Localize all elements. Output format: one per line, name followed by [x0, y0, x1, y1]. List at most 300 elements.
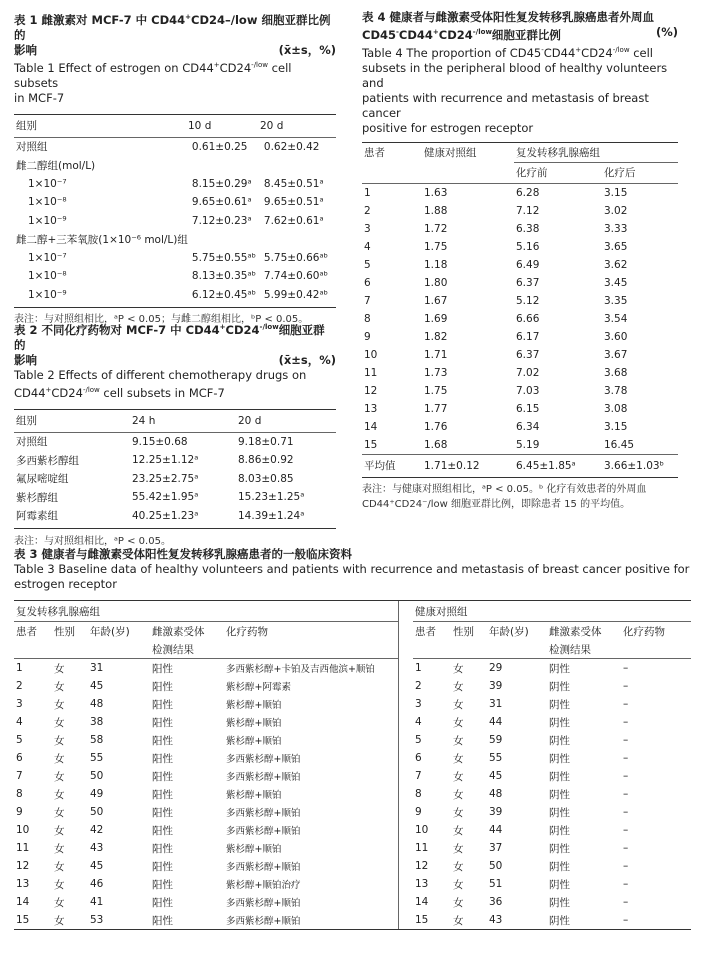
table-cell: 50 — [90, 806, 104, 818]
table-cell: 女 — [54, 806, 65, 819]
table-cell: 女 — [453, 806, 464, 819]
table-cell: 31 — [90, 662, 104, 674]
table-cell: 阳性 — [152, 842, 173, 855]
table-cell: 7 — [364, 294, 371, 307]
table-cell: 55 — [90, 752, 104, 764]
table-cell: 紫杉醇组 — [16, 491, 58, 504]
table-cell: 8.13±0.35ᵃᵇ — [191, 270, 257, 283]
table-cell: 14 — [364, 420, 378, 433]
table-cell: 1.67 — [424, 294, 448, 307]
table-cell: 女 — [453, 860, 464, 873]
table2-title-en: Table 2 Effects of different chemotherapy drugs on — [14, 367, 307, 382]
table-cell: 阴性 — [549, 662, 570, 675]
table2-header: 20 d — [238, 414, 262, 427]
table-row — [413, 875, 691, 893]
table-cell: 6.49 — [516, 258, 540, 271]
table-cell: 1.80 — [424, 276, 448, 289]
table-cell: 女 — [54, 752, 65, 765]
table-row — [413, 713, 691, 731]
table-row — [362, 436, 678, 454]
table-cell: 阴性 — [549, 752, 570, 765]
table-cell: 1.69 — [424, 312, 448, 325]
table-cell: 12 — [364, 384, 378, 397]
table-cell: 16.45 — [604, 438, 635, 451]
table-cell: 阴性 — [549, 842, 570, 855]
table-cell: 女 — [54, 662, 65, 675]
table4-title-en-5: positive for estrogen receptor — [362, 120, 534, 135]
table-cell: 多西紫杉醇组 — [16, 454, 79, 467]
table3-right-colheads — [413, 622, 691, 658]
table-cell: 女 — [453, 770, 464, 783]
table-cell: 阴性 — [549, 824, 570, 837]
table-cell: – — [623, 806, 629, 818]
table4-mean-label: 平均值 — [364, 460, 396, 473]
table3-h-patient: 患者 — [16, 625, 37, 638]
table-cell: 1×10⁻⁹ — [28, 214, 67, 227]
table-cell: 女 — [54, 842, 65, 855]
table-cell: 1.82 — [424, 330, 448, 343]
table-row — [413, 749, 691, 767]
table-cell: 15 — [364, 438, 378, 451]
table-cell: 1.68 — [424, 438, 448, 451]
table-row — [14, 677, 398, 695]
table-cell: 5.75±0.55ᵃᵇ — [191, 251, 257, 264]
table-cell: 7.74±0.60ᵃᵇ — [263, 270, 329, 283]
table-cell: 1.73 — [424, 366, 448, 379]
table-cell: 1×10⁻⁷ — [28, 251, 67, 264]
table-cell: 55.42±1.95ᵃ — [132, 491, 199, 504]
table3-left-colheads — [14, 622, 398, 658]
table-cell: 5.16 — [516, 240, 540, 253]
table-cell: 40.25±1.23ᵃ — [132, 509, 199, 522]
table-cell: 6 — [16, 752, 23, 764]
table-row — [413, 731, 691, 749]
table-cell: 3.65 — [604, 240, 628, 253]
table-cell: 阴性 — [549, 896, 570, 909]
table-cell: 6.66 — [516, 312, 540, 325]
table2-note: 表注：与对照组相比，ᵃP < 0.05。 — [14, 536, 171, 548]
table-row — [14, 488, 336, 507]
table-cell: 8 — [415, 788, 422, 800]
table4-header — [362, 143, 678, 183]
table-row — [14, 695, 398, 713]
table-row — [362, 328, 678, 346]
table-cell: 4 — [415, 716, 422, 728]
table-cell: 3.68 — [604, 366, 628, 379]
table-cell: 5.99±0.42ᵃᵇ — [263, 288, 329, 301]
table-cell: – — [623, 788, 629, 800]
table-cell: 阳性 — [152, 860, 173, 873]
table-row — [14, 507, 336, 526]
table-row — [14, 911, 398, 929]
table-cell: 23.25±2.75ᵃ — [132, 472, 199, 485]
table-cell: 14 — [16, 896, 30, 908]
table-cell: 29 — [489, 662, 503, 674]
table-cell: 9 — [16, 806, 23, 818]
table2-header: 组别 — [16, 415, 37, 428]
table-row — [413, 695, 691, 713]
table-cell: 3 — [415, 698, 422, 710]
table1-title-cn-2: 影响 (x̄±s，%) — [14, 42, 336, 57]
table-cell: 11 — [364, 366, 378, 379]
table-cell: – — [623, 770, 629, 782]
table-cell: 2 — [16, 680, 23, 692]
table-cell: 1.76 — [424, 420, 448, 433]
table-row — [14, 212, 336, 231]
table4-body — [362, 184, 678, 454]
table-cell: 4 — [364, 240, 371, 253]
table-row — [362, 346, 678, 364]
table-cell: 43 — [489, 914, 503, 926]
table-row — [14, 286, 336, 305]
table-cell: 8 — [16, 788, 23, 800]
table-cell: 14 — [415, 896, 429, 908]
table1-header: 20 d — [260, 119, 284, 132]
table3-h-sex: 性别 — [453, 625, 474, 638]
table-cell: 阳性 — [152, 878, 173, 891]
table-cell: 女 — [453, 878, 464, 891]
table2-header: 24 h — [132, 414, 156, 427]
table-cell: 1×10⁻⁸ — [28, 270, 67, 283]
table-row — [14, 193, 336, 212]
table-row — [413, 893, 691, 911]
table-cell: – — [623, 860, 629, 872]
table-cell: 0.62±0.42 — [263, 140, 320, 153]
table-cell: 9.18±0.71 — [238, 435, 294, 448]
table-row — [362, 400, 678, 418]
table-cell: 女 — [453, 716, 464, 729]
table4-mean-healthy: 1.71±0.12 — [424, 459, 480, 472]
table-cell: 55 — [489, 752, 503, 764]
table-cell: 阴性 — [549, 698, 570, 711]
table-cell: 1.88 — [424, 204, 448, 217]
table-row — [362, 418, 678, 436]
table-cell: 44 — [489, 824, 503, 836]
table-row — [14, 659, 398, 677]
table-cell: 7.02 — [516, 366, 540, 379]
table-row — [14, 857, 398, 875]
table-cell: 8.03±0.85 — [238, 472, 294, 485]
table3-left-body — [14, 659, 398, 929]
table-cell: 12 — [16, 860, 30, 872]
table-cell: 多西紫杉醇+顺铂 — [226, 808, 301, 819]
table-cell: 11 — [16, 842, 30, 854]
table-cell: 紫杉醇+顺铂 — [226, 844, 282, 855]
table-cell: 6.17 — [516, 330, 540, 343]
table-cell: 15 — [415, 914, 429, 926]
table-cell: 女 — [54, 680, 65, 693]
table-cell — [190, 156, 262, 175]
table-cell: 女 — [453, 662, 464, 675]
table-cell: 阳性 — [152, 680, 173, 693]
table1-note: 表注：与对照组相比，ᵃP < 0.05；与雌二醇组相比，ᵇP < 0.05。 — [14, 314, 309, 326]
table-cell: – — [623, 824, 629, 836]
table-row — [14, 839, 398, 857]
table-cell: 50 — [489, 860, 503, 872]
table-cell: 阳性 — [152, 788, 173, 801]
table-cell: 7.12±0.23ᵃ — [191, 214, 252, 227]
table-cell: 女 — [54, 734, 65, 747]
table-cell: 阳性 — [152, 734, 173, 747]
table-cell: – — [623, 896, 629, 908]
table3-h-receptor: 雌激素受体 — [152, 625, 205, 638]
table-cell: 阴性 — [549, 716, 570, 729]
table-cell: – — [623, 680, 629, 692]
table4-note: 表注：与健康对照组相比，ᵃP < 0.05。ᵇ 化疗有效患者的外周血 — [362, 483, 647, 495]
table-cell: 1×10⁻⁹ — [28, 288, 67, 301]
table1-grid — [14, 115, 336, 137]
table-row — [362, 202, 678, 220]
table-cell: 39 — [489, 680, 503, 692]
table3-group-left: 复发转移乳腺癌组 — [16, 605, 100, 618]
table3-right-body — [413, 659, 691, 929]
table-row — [362, 310, 678, 328]
table-cell: 5 — [16, 734, 23, 746]
table-cell: 37 — [489, 842, 503, 854]
table-cell: 1 — [364, 186, 371, 199]
table-row — [413, 677, 691, 695]
table-cell: 7.12 — [516, 204, 540, 217]
table-cell: 51 — [489, 878, 503, 890]
table-cell: 13 — [415, 878, 429, 890]
table-cell: 9.15±0.68 — [132, 435, 188, 448]
table-cell: 4 — [16, 716, 23, 728]
table3-h-drug: 化疗药物 — [623, 625, 665, 638]
table-cell: 3.54 — [604, 312, 628, 325]
table2-title-en-2: $CD44^+CD24^{-/low}$ cell subsets in MCF-7 — [14, 385, 225, 400]
table-row — [413, 911, 691, 929]
table-row — [413, 857, 691, 875]
table-cell: 阳性 — [152, 716, 173, 729]
table4-title-en-4: patients with recurrence and metastasis of breast cancer — [362, 90, 649, 120]
table-cell: 阴性 — [549, 860, 570, 873]
table-cell: 46 — [90, 878, 104, 890]
table4-title-cn-2: $CD45^-CD44^+CD24^{-/low}$细胞亚群比例 (%) — [362, 25, 678, 42]
table-cell: 1×10⁻⁷ — [28, 177, 67, 190]
table-cell: 3.67 — [604, 348, 628, 361]
table-cell: 阳性 — [152, 896, 173, 909]
table3-h-drug: 化疗药物 — [226, 625, 268, 638]
table-cell: 女 — [54, 788, 65, 801]
table-cell: 女 — [453, 698, 464, 711]
table-cell: 9.65±0.51ᵃ — [263, 196, 324, 209]
table-cell: 多西紫杉醇+顺铂 — [226, 898, 301, 909]
table-cell: – — [623, 842, 629, 854]
table-cell: 女 — [54, 716, 65, 729]
table-cell: 女 — [453, 896, 464, 909]
table-row — [362, 184, 678, 202]
table-cell: 5.75±0.66ᵃᵇ — [263, 251, 329, 264]
table-cell: 雌二醇+三苯氧胺(1×10⁻⁶ mol/L)组 — [16, 233, 188, 246]
table-row — [14, 230, 336, 249]
table-cell: – — [623, 716, 629, 728]
table-cell: 10 — [415, 824, 429, 836]
table-cell: 45 — [90, 680, 104, 692]
table-cell: 阴性 — [549, 788, 570, 801]
table-cell: – — [623, 752, 629, 764]
table-row — [14, 175, 336, 194]
table1-title-en-2: in MCF-7 — [14, 90, 65, 105]
table-cell: 59 — [489, 734, 503, 746]
table4-subheader-after: 化疗后 — [602, 163, 678, 183]
table-cell: 36 — [489, 896, 503, 908]
table-cell: 女 — [453, 788, 464, 801]
table-cell: 8.45±0.51ᵃ — [263, 177, 324, 190]
table2-title-cn: 表 2 不同化疗药物对 MCF-7 中 $CD44^+CD24^{-/low}$细胞亚群的 — [14, 322, 325, 352]
table-row — [14, 267, 336, 286]
table-row — [14, 821, 398, 839]
table-cell: 女 — [54, 698, 65, 711]
table-cell: 8.86±0.92 — [238, 454, 294, 467]
table-cell: 6.37 — [516, 276, 540, 289]
table-cell — [262, 230, 336, 249]
table-cell: 53 — [90, 914, 104, 926]
table-cell: 1×10⁻⁸ — [28, 196, 67, 209]
table-cell: 多西紫杉醇+顺铂 — [226, 862, 301, 873]
table-cell: 阿霉素组 — [16, 510, 58, 523]
table-cell: – — [623, 662, 629, 674]
table-cell: 女 — [54, 824, 65, 837]
table-row — [362, 256, 678, 274]
table3-left-head — [14, 601, 398, 621]
table-cell: 6 — [364, 276, 371, 289]
table-cell: 38 — [90, 716, 104, 728]
table-cell: – — [623, 698, 629, 710]
table-row — [413, 803, 691, 821]
table-cell: 12 — [415, 860, 429, 872]
table-cell: 1.77 — [424, 402, 448, 415]
table4-mean — [362, 455, 678, 477]
table4-header-patient: 患者 — [364, 147, 385, 160]
table2-unit: (x̄±s，%) — [278, 352, 336, 367]
table-cell: 12.25±1.12ᵃ — [132, 454, 199, 467]
table-cell: 50 — [90, 770, 104, 782]
table2 — [14, 320, 336, 549]
table-cell: – — [623, 878, 629, 890]
table-row — [14, 433, 336, 452]
table-row — [362, 292, 678, 310]
table-cell: 阴性 — [549, 878, 570, 891]
table2-grid — [14, 410, 336, 432]
table4-mean-before: 6.45±1.85ᵃ — [516, 459, 576, 472]
table-cell — [190, 230, 262, 249]
table-cell: 7 — [16, 770, 23, 782]
table-cell: 0.61±0.25 — [191, 140, 248, 153]
table-cell: 1 — [16, 662, 23, 674]
table-cell: 紫杉醇+顺铂 — [226, 736, 282, 747]
table-cell: 49 — [90, 788, 104, 800]
table-row — [14, 713, 398, 731]
table3-h-receptor-sub: 检测结果 — [549, 643, 591, 656]
table4-header-healthy: 健康对照组 — [424, 147, 477, 160]
table-row — [413, 821, 691, 839]
table-row — [362, 382, 678, 400]
table-cell: 7.62±0.61ᵃ — [263, 214, 324, 227]
table-cell: 3.78 — [604, 384, 628, 397]
table-cell: 阴性 — [549, 680, 570, 693]
table4-unit: (%) — [655, 25, 678, 39]
table-cell: 6.28 — [516, 186, 540, 199]
table-cell: 3.15 — [604, 186, 628, 199]
table-cell: 阳性 — [152, 914, 173, 927]
table-cell: 1.72 — [424, 222, 448, 235]
table-cell: 对照组 — [16, 141, 48, 154]
table4-title-en: Table 4 The proportion of $CD45^-CD44^+CD24^{-/low}$ cell — [362, 45, 653, 60]
table-cell: 2 — [364, 204, 371, 217]
table-cell: 13 — [364, 402, 378, 415]
table-cell: 紫杉醇+顺铂 — [226, 790, 282, 801]
table-cell: 6 — [415, 752, 422, 764]
table-cell: 9 — [415, 806, 422, 818]
table-cell: 9 — [364, 330, 371, 343]
table-cell: 3.45 — [604, 276, 628, 289]
table-cell: 多西紫杉醇+顺铂 — [226, 826, 301, 837]
table-row — [362, 238, 678, 256]
table-cell: 15 — [16, 914, 30, 926]
table-row — [14, 785, 398, 803]
table-cell: 45 — [489, 770, 503, 782]
table-cell: 对照组 — [16, 436, 48, 449]
table-cell: 1 — [415, 662, 422, 674]
table-cell: 6.38 — [516, 222, 540, 235]
table-cell: 阳性 — [152, 824, 173, 837]
table-cell: 5 — [364, 258, 371, 271]
table-row — [14, 893, 398, 911]
table-cell: 女 — [453, 842, 464, 855]
table-cell: 3.08 — [604, 402, 628, 415]
table-cell: 女 — [453, 734, 464, 747]
table1-title-cn: 表 1 雌激素对 MCF-7 中 CD44+CD24–/low 细胞亚群比例的 — [14, 12, 331, 42]
table-cell: 15.23±1.25ᵃ — [238, 491, 305, 504]
table-cell: 女 — [453, 680, 464, 693]
table-cell: 阳性 — [152, 698, 173, 711]
table-cell: 5.19 — [516, 438, 540, 451]
table-cell: 多西紫杉醇+卡铂及吉西他滨+顺铂 — [226, 664, 375, 675]
table-cell: 6.12±0.45ᵃᵇ — [191, 288, 257, 301]
table-cell: 女 — [453, 914, 464, 927]
table-cell: 6.15 — [516, 402, 540, 415]
table3-title-cn: 表 3 健康者与雌激素受体阳性复发转移乳腺癌患者的一般临床资料 — [14, 547, 353, 561]
table-cell: 女 — [54, 860, 65, 873]
table-cell: – — [623, 734, 629, 746]
table-row — [14, 451, 336, 470]
table-cell: 紫杉醇+阿霉素 — [226, 682, 291, 693]
table3-h-age: 年龄(岁) — [90, 625, 130, 638]
table-cell: 43 — [90, 842, 104, 854]
table-cell: 女 — [453, 824, 464, 837]
table-cell: 14.39±1.24ᵃ — [238, 509, 305, 522]
table-cell: 48 — [90, 698, 104, 710]
table-cell: 多西紫杉醇+顺铂 — [226, 916, 301, 927]
table4-note-2: CD44⁺CD24⁻/low 细胞亚群比例，即除患者 15 的平均值。 — [362, 498, 631, 510]
table3-right-head — [413, 601, 691, 621]
table-cell: 44 — [489, 716, 503, 728]
table-cell: 45 — [90, 860, 104, 872]
table3-h-patient: 患者 — [415, 625, 436, 638]
table1-unit: (x̄±s，%) — [278, 42, 336, 57]
table-row — [413, 767, 691, 785]
table-cell: 1.18 — [424, 258, 448, 271]
table1-header: 10 d — [188, 119, 212, 132]
table3-h-sex: 性别 — [54, 625, 75, 638]
table4-header-group: 复发转移乳腺癌组 — [516, 146, 600, 159]
table-row — [14, 767, 398, 785]
table-cell: 31 — [489, 698, 503, 710]
table-row — [362, 274, 678, 292]
table3-h-receptor: 雌激素受体 — [549, 625, 602, 638]
table-cell: 10 — [16, 824, 30, 836]
table-cell: 7.03 — [516, 384, 540, 397]
